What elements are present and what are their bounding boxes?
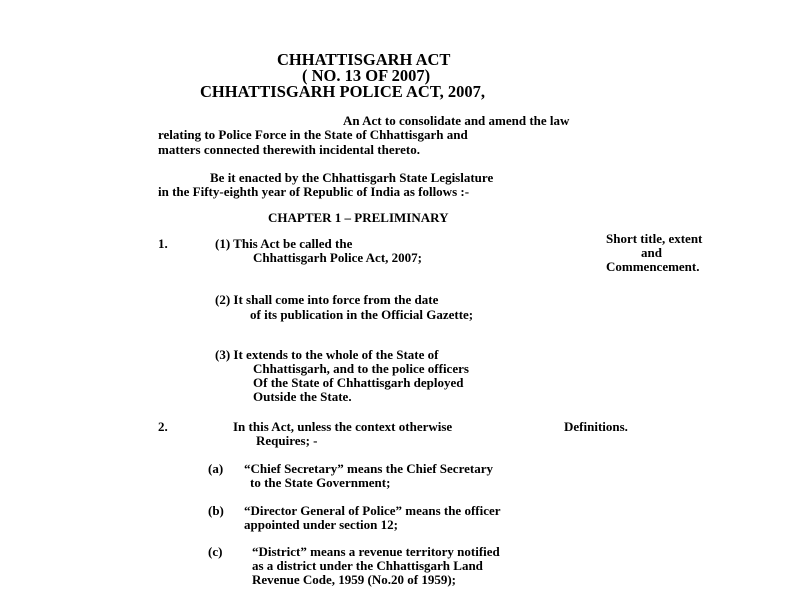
preamble-line: matters connected therewith incidental thereto. — [158, 142, 420, 157]
clause-line: appointed under section 12; — [244, 517, 398, 532]
section-number: 2. — [158, 419, 168, 434]
section-intro-line: Requires; - — [256, 433, 318, 448]
chapter-heading: CHAPTER 1 – PRELIMINARY — [268, 210, 449, 225]
section-intro-line: In this Act, unless the context otherwise — [233, 419, 453, 434]
subsection-line: (3) It extends to the whole of the State of — [215, 347, 439, 362]
margin-note: Commencement. — [606, 259, 700, 274]
clause-line: “Chief Secretary” means the Chief Secretary — [244, 461, 493, 476]
subsection-line: Chhattisgarh, and to the police officers — [253, 361, 469, 376]
act-title: CHHATTISGARH ACT — [277, 50, 451, 69]
enactment-line: in the Fifty-eighth year of Republic of India as follows :- — [158, 184, 470, 199]
section-number: 1. — [158, 236, 168, 251]
subsection-line: of its publication in the Official Gazette; — [250, 307, 474, 322]
clause-label: (a) — [208, 461, 224, 476]
subsection-line: Chhattisgarh Police Act, 2007; — [253, 250, 422, 265]
subsection-line: (1) This Act be called the — [215, 236, 353, 251]
clause-line: to the State Government; — [250, 475, 391, 490]
margin-note: and — [641, 245, 662, 260]
act-number: ( NO. 13 OF 2007) — [302, 66, 431, 85]
subsection-line: Of the State of Chhattisgarh deployed — [253, 375, 464, 390]
preamble-line: An Act to consolidate and amend the law — [343, 113, 570, 128]
clause-line: “District” means a revenue territory notified — [252, 544, 500, 559]
preamble-line: relating to Police Force in the State of Chhattisgarh and — [158, 127, 468, 142]
subsection-line: Outside the State. — [253, 389, 352, 404]
margin-note: Definitions. — [564, 419, 628, 434]
enactment-line: Be it enacted by the Chhattisgarh State Legislature — [210, 170, 494, 185]
clause-line: Revenue Code, 1959 (No.20 of 1959); — [252, 572, 457, 587]
clause-line: as a district under the Chhattisgarh Land — [252, 558, 483, 573]
clause-label: (c) — [208, 544, 223, 559]
clause-line: “Director General of Police” means the officer — [244, 503, 501, 518]
clause-label: (b) — [208, 503, 224, 518]
margin-note: Short title, extent — [606, 231, 703, 246]
subsection-line: (2) It shall come into force from the date — [215, 292, 439, 307]
act-name: CHHATTISGARH POLICE ACT, 2007, — [200, 82, 485, 101]
